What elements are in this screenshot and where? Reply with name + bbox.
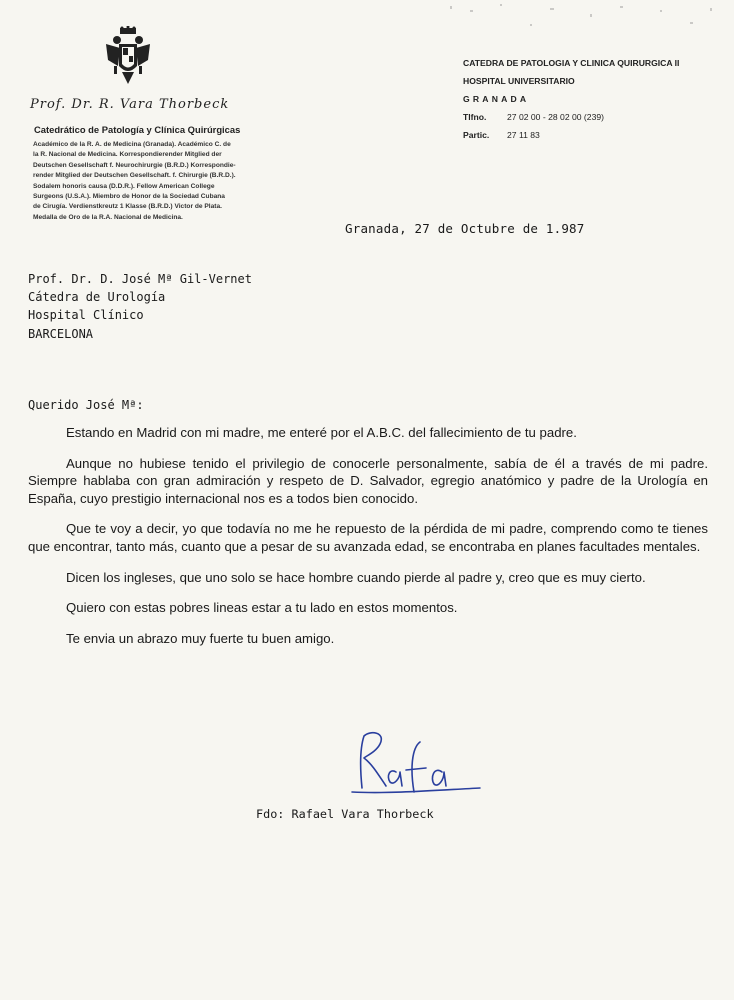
- letterhead-name: Prof. Dr. R. Vara Thorbeck: [30, 97, 230, 112]
- private-phone-row: [463, 128, 723, 146]
- recipient-line: Hospital Clínico: [28, 308, 144, 323]
- credentials-line: de Cirugía. Verdienstkreutz 1 Klasse (B.R.D.) Victor de Plata.: [33, 203, 222, 211]
- credentials-line: Deutschen Gesellschaft f. Neurochirurgie (B.R.D.) Korrespondie-: [33, 161, 236, 169]
- hospital-name: HOSPITAL UNIVERSITARIO: [463, 76, 575, 86]
- credentials-line: Medalla de Oro de la R.A. Nacional de Medicina.: [33, 213, 183, 221]
- private-phone-label: Partic.: [463, 130, 490, 140]
- credentials-line: la R. Nacional de Medicina. Korrespondierender Mitglied der: [33, 151, 222, 159]
- private-phone-value: 27 11 83: [507, 130, 540, 140]
- recipient-line: Cátedra de Urología: [28, 290, 166, 305]
- body-paragraph: Te envia un abrazo muy fuerte tu buen amigo.: [66, 630, 335, 646]
- signed-by: Fdo: Rafael Vara Thorbeck: [256, 807, 434, 821]
- letterhead-title: Catedrático de Patología y Clínica Quirúrgicas: [34, 124, 241, 135]
- credentials-line: Sodalem honoris causa (D.D.R.). Fellow American College: [33, 182, 215, 190]
- recipient-address: [28, 270, 252, 343]
- faint-stamp-marks: [430, 0, 730, 40]
- phone-label: Tlfno.: [463, 112, 487, 122]
- recipient-line: Prof. Dr. D. José Mª Gil-Vernet: [28, 272, 252, 286]
- body-paragraph: Aunque no hubiese tenido el privilegio de conocerle personalmente, sabía de él a través de mi padre. Siempre hablaba con gran admiración y respeto de D. Salvador, egregio anatómico y padre de la Urología en España, cuyo prestigio internacional nos es a todos bien conocido.: [28, 455, 708, 506]
- credentials-line: Surgeons (U.S.A.). Miembro de Honor de la Sociedad Cubana: [33, 193, 225, 201]
- body-paragraph: Quiero con estas pobres lineas estar a tu lado en estos momentos.: [66, 600, 458, 616]
- credentials-line: Académico de la R. A. de Medicina (Granada). Académico C. de: [33, 141, 231, 148]
- city-name: GRANADA: [463, 94, 530, 104]
- salutation: Querido José Mª:: [28, 398, 144, 412]
- department-name: CATEDRA DE PATOLOGIA Y CLINICA QUIRURGICA II: [463, 58, 680, 68]
- letter-body: [28, 424, 708, 660]
- letterhead-credentials: [33, 140, 269, 223]
- body-paragraph: Que te voy a decir, yo que todavía no me he repuesto de la pérdida de mi padre, comprendo como te tienes que encontrar, tanto más, cuanto que a pesar de su avanzada edad, se encontraba en planes facultades mentales.: [28, 521, 708, 554]
- department-header: [463, 56, 723, 146]
- recipient-line: BARCELONA: [28, 326, 94, 341]
- phone-row: [463, 110, 723, 128]
- phone-value: 27 02 00 - 28 02 00 (239): [507, 112, 604, 122]
- handwritten-signature: [330, 728, 490, 798]
- credentials-line: render Mitglied der Deutschen Gesellschaft. f. Chirurgie (B.R.D.).: [33, 172, 236, 180]
- body-paragraph: Dicen los ingleses, que uno solo se hace hombre cuando pierde al padre y, creo que es muy cierto.: [66, 569, 646, 585]
- coat-of-arms-icon: [104, 26, 152, 90]
- body-paragraph: Estando en Madrid con mi madre, me enteré por el A.B.C. del fallecimiento de tu padre.: [66, 425, 577, 440]
- letter-date: Granada, 27 de Octubre de 1.987: [345, 221, 585, 236]
